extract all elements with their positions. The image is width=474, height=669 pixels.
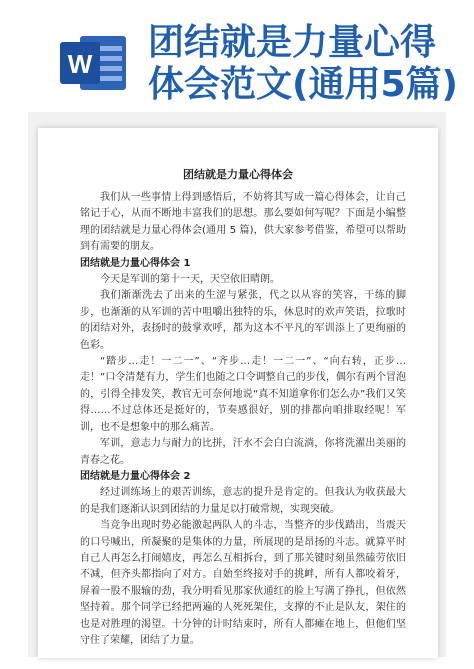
paragraph: 当竞争出现时势必能激起两队人的斗志，当整齐的步伐踏出，当震天的口号喊出，所凝聚的是集体的力量，所展现的是昂扬的斗志。就算平时自己人再怎么打闹嬉皮，再怎么互相拆台，到了那关键时刻虽然磕劳依旧不减，但齐头都指向了对方。自始至终接对手的挑衅，所有人都咬着牙，屏着一股不服输的劲，我分明看见那家伙通红的脸上写满了挣扎，但依然坚持着。那个同学已经把两遍的人死死架住，支撑的不止是队友，架住的也是对胜理的渴望。十分钟的计时结束时，所有人都瘫在地上，但他们坚守住了荣耀，团结了力量。 — [80, 520, 406, 646]
word-logo-letter: W — [67, 49, 93, 79]
document-body — [80, 190, 406, 649]
section-heading: 团结就是力量心得体会 2 — [80, 470, 191, 482]
banner — [0, 0, 474, 112]
paragraph: “踏步…走！一二一”、“齐步…走！一二一”、“向右转，正步…走！”口令清楚有力，学生们也随之口令调整自己的步伐，偶尔有两个冒泡的，引得全排发笑，教官无可奈何地说“真不知道拿你们怎么办”我们又笑得……不过总体还是挺好的，节奏感很好，别的排都向咱排取经呢！军训，也不是想象中的那么痛苦。 — [80, 356, 406, 433]
document-title: 团结就是力量心得体会 — [183, 168, 293, 181]
paragraph: 军训，意志力与耐力的比拼，汗水不会白白流淌，你将洗濯出美丽的青春之花。 — [80, 438, 406, 466]
title-line-2: 体会范文(通用5篇) — [148, 64, 458, 105]
paragraph: 我们从一些事情上得到感悟后，不妨将其写成一篇心得体会，让自己铭记于心，从而不断地丰富我们的思想。那么要如何写呢？下面是小编整理的团结就是力量心得体会(通用 5 篇)，供大家参考借鉴，希望可以帮助到有需要的朋友。 — [80, 192, 406, 253]
word-icon — [60, 34, 128, 92]
section-heading: 团结就是力量心得体会 1 — [80, 257, 191, 269]
title-line-1: 团结就是力量心得 — [148, 22, 437, 63]
paragraph: 我们渐渐洗去了出来的生涩与紧张，代之以从容的笑容，干练的脚步，也渐渐的从军训的苦中咀嚼出独特的乐，休息时的欢声笑语，拉歌时的团结对外，表扬时的鼓掌欢呼，都为这本不平凡的军训添上了更绚丽的色彩。 — [80, 290, 406, 351]
paragraph: 今天是军训的第十一天，天空依旧晴朗。 — [100, 274, 280, 286]
page-title — [148, 22, 468, 106]
paragraph: 经过训练场上的艰苦训练，意志的提升是肯定的。但我认为收获最大的是我们逐渐认识到团结的力量足以打破常规，实现突破。 — [80, 487, 406, 515]
